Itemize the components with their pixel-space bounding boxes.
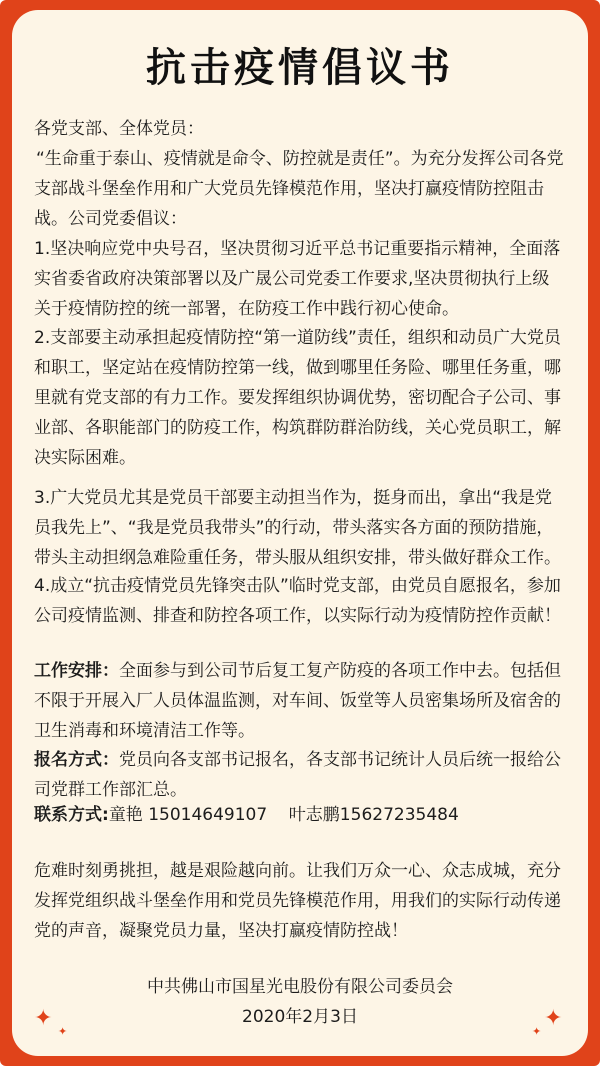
point-1: 1.坚决响应党中央号召，坚决贯彻习近平总书记重要指示精神，全面落实省委省政府决策部署以及广晟公司党委工作要求,坚决贯彻执行上级关于疫情防控的统一部署，在防疫工作中践行初心使命。 xyxy=(34,239,561,319)
point-4: 4.成立“抗击疫情党员先锋突击队”临时党支部，由党员自愿报名，参加公司疫情监测、排查和防控各项工作，以实际行动为疫情防控作贡献！ xyxy=(34,576,561,626)
closing-paragraph: 危难时刻勇挑担，越是艰险越向前。让我们万众一心、众志成城，充分发挥党组织战斗堡垒作用和党员先锋模范作用，用我们的实际行动传递党的声音，凝聚党员力量，坚决打赢疫情防控战！ xyxy=(34,861,561,941)
signup-method xyxy=(34,745,566,805)
work-text: 全面参与到公司节后复工复产防疫的各项工作中去。包括但不限于开展入厂人员体温监测，对车间、饭堂等人员密集场所及宿舍的卫生消毒和环境清洁工作等。 xyxy=(34,661,561,741)
contact-label: 联系方式: xyxy=(34,805,109,825)
document-title: 抗击疫情倡议书 xyxy=(146,45,454,91)
signup-text: 党员向各支部书记报名，各支部书记统计人员后统一报给公司党群工作部汇总。 xyxy=(34,750,561,800)
contact-text: 童艳 15014649107 叶志鹏15627235484 xyxy=(108,805,459,825)
sparkle-icon: ✦ xyxy=(34,1006,53,1031)
contact-method xyxy=(34,800,566,830)
salutation: 各党支部、全体党员： xyxy=(34,119,204,139)
sparkle-small-icon: ✦ xyxy=(532,1025,542,1038)
sparkle-icon: ✦ xyxy=(544,1006,563,1031)
work-label: 工作安排： xyxy=(34,661,119,681)
work-arrangement xyxy=(34,656,566,746)
point-3: 3.广大党员尤其是党员干部要主动担当作为，挺身而出，拿出“我是党员我先上”、“我是党员我带头”的行动，带头落实各方面的预防措施，带头主动担纲急难险重任务，带头服从组织安排，带头做好群众工作。 xyxy=(34,488,561,568)
intro-paragraph: “生命重于泰山、疫情就是命令、防控就是责任”。为充分发挥公司各党支部战斗堡垒作用和广大党员先锋模范作用，坚决打赢疫情防控阻击战。公司党委倡议： xyxy=(34,149,564,229)
sparkle-small-icon: ✦ xyxy=(58,1025,68,1038)
signup-label: 报名方式： xyxy=(34,750,119,770)
signature-organization: 中共佛山市国星光电股份有限公司委员会 xyxy=(147,977,453,997)
point-2: 2.支部要主动承担起疫情防控“第一道防线”责任，组织和动员广大党员和职工，坚定站在疫情防控第一线，做到哪里任务险、哪里任务重，哪里就有党支部的有力工作。要发挥组织协调优势，密切配合子公司、事业部、各职能部门的防疫工作，构筑群防群治防线，关心党员职工，解决实际困难。 xyxy=(34,328,561,468)
signature-date: 2020年2月3日 xyxy=(242,1007,358,1027)
